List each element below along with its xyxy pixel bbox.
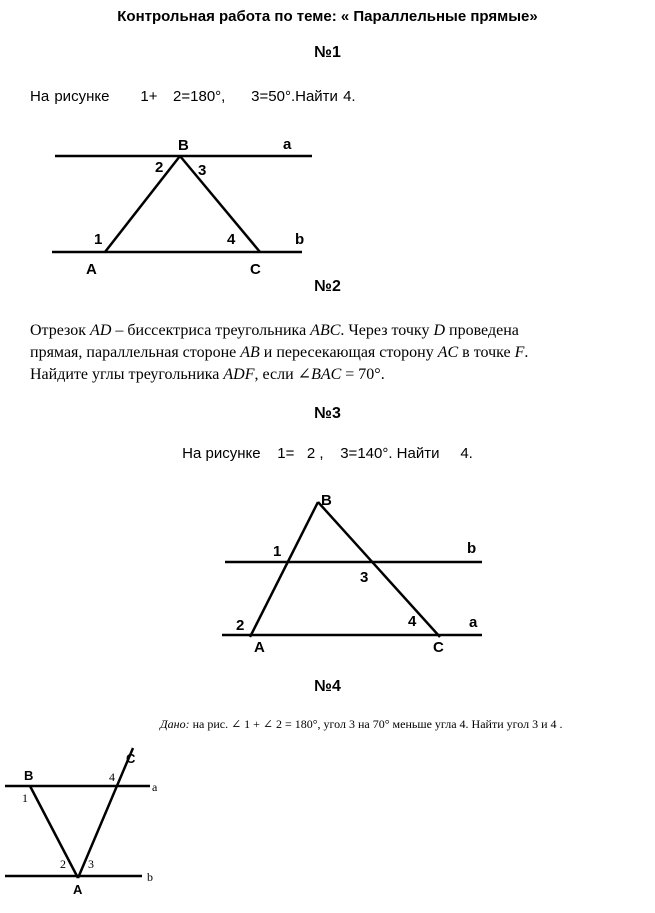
task2-line-3 <box>30 364 385 386</box>
text-fragment: проведена <box>445 322 519 339</box>
text-fragment: Отрезок <box>30 322 91 339</box>
task4-given-label: Дано: <box>160 717 190 731</box>
task4-figure <box>5 748 158 897</box>
fig3-label-A: A <box>254 639 265 656</box>
fig3-side-ab <box>250 502 318 637</box>
math-symbol: AB <box>240 344 260 361</box>
text-fragment: Найдите углы треугольника <box>30 366 224 383</box>
fig4-label-b: b <box>147 870 153 884</box>
fig1-angle-1: 1 <box>94 231 103 248</box>
text-fragment: = 70°. <box>341 366 385 383</box>
fig3-angle-2: 2 <box>236 617 245 634</box>
fig4-side-ac <box>78 748 133 878</box>
fig1-angle-2: 2 <box>155 159 164 176</box>
math-symbol: ABC <box>310 322 341 339</box>
fig4-label-C: C <box>126 751 136 766</box>
fig3-label-b: b <box>467 540 477 557</box>
math-symbol: BAC <box>311 366 342 383</box>
task3-number: №3 <box>314 405 341 422</box>
text-fragment: – биссектриса треугольника <box>111 322 311 339</box>
task1-text: На рисунке 1+ 2=180°, 3=50°.Найти 4. <box>30 88 356 105</box>
fig3-side-bc <box>318 502 440 637</box>
task4-number: №4 <box>314 678 341 695</box>
task1-figure <box>52 136 312 278</box>
math-symbol: AD <box>90 322 112 339</box>
fig3-label-C: C <box>433 639 444 656</box>
fig3-label-B: B <box>321 492 332 509</box>
task4-statement: на рис. ∠ 1 + ∠ 2 = 180°, угол 3 на 70° меньше угла 4. Найти угол 3 и 4 . <box>189 717 563 731</box>
task2-number: №2 <box>314 278 341 295</box>
fig1-label-C: C <box>250 261 261 278</box>
math-symbol: F <box>514 344 525 361</box>
fig1-label-B: B <box>178 137 189 154</box>
task3-figure <box>222 492 482 656</box>
fig1-angle-3: 3 <box>198 162 207 179</box>
task2-line-1 <box>30 320 519 342</box>
text-fragment: . Через точку <box>340 322 434 339</box>
fig4-angle-4: 4 <box>109 770 115 784</box>
fig3-angle-3: 3 <box>360 569 369 586</box>
fig1-side-bc <box>180 156 260 252</box>
fig1-angle-4: 4 <box>227 231 236 248</box>
task4-text <box>160 717 563 732</box>
fig1-label-a: a <box>283 136 292 153</box>
math-symbol: D <box>433 322 446 339</box>
fig3-label-a: a <box>469 614 478 631</box>
text-fragment: в точке <box>458 344 515 361</box>
page-title: Контрольная работа по теме: « Параллельные прямые» <box>117 8 538 25</box>
text-fragment: и пересекающая сторону <box>259 344 438 361</box>
fig4-label-B: B <box>24 768 34 783</box>
text-fragment: , если ∠ <box>254 366 312 383</box>
fig4-label-A: A <box>73 882 83 897</box>
task1-number: №1 <box>314 44 341 61</box>
fig4-angle-2: 2 <box>60 857 66 871</box>
text-fragment: прямая, параллельная стороне <box>30 344 241 361</box>
task2-line-2 <box>30 342 528 364</box>
task3-text: На рисунке 1= 2 , 3=140°. Найти 4. <box>182 445 473 462</box>
fig4-side-ba <box>30 786 78 878</box>
fig4-label-a: a <box>152 780 158 794</box>
fig4-angle-3: 3 <box>88 857 94 871</box>
fig4-angle-1: 1 <box>22 791 28 805</box>
math-symbol: AC <box>437 344 459 361</box>
fig1-label-A: A <box>86 261 97 278</box>
fig1-label-b: b <box>295 231 305 248</box>
fig1-side-ab <box>105 156 180 252</box>
fig3-angle-1: 1 <box>273 543 282 560</box>
fig3-angle-4: 4 <box>408 613 417 630</box>
math-symbol: ADF <box>223 366 255 383</box>
text-fragment: . <box>524 344 529 361</box>
